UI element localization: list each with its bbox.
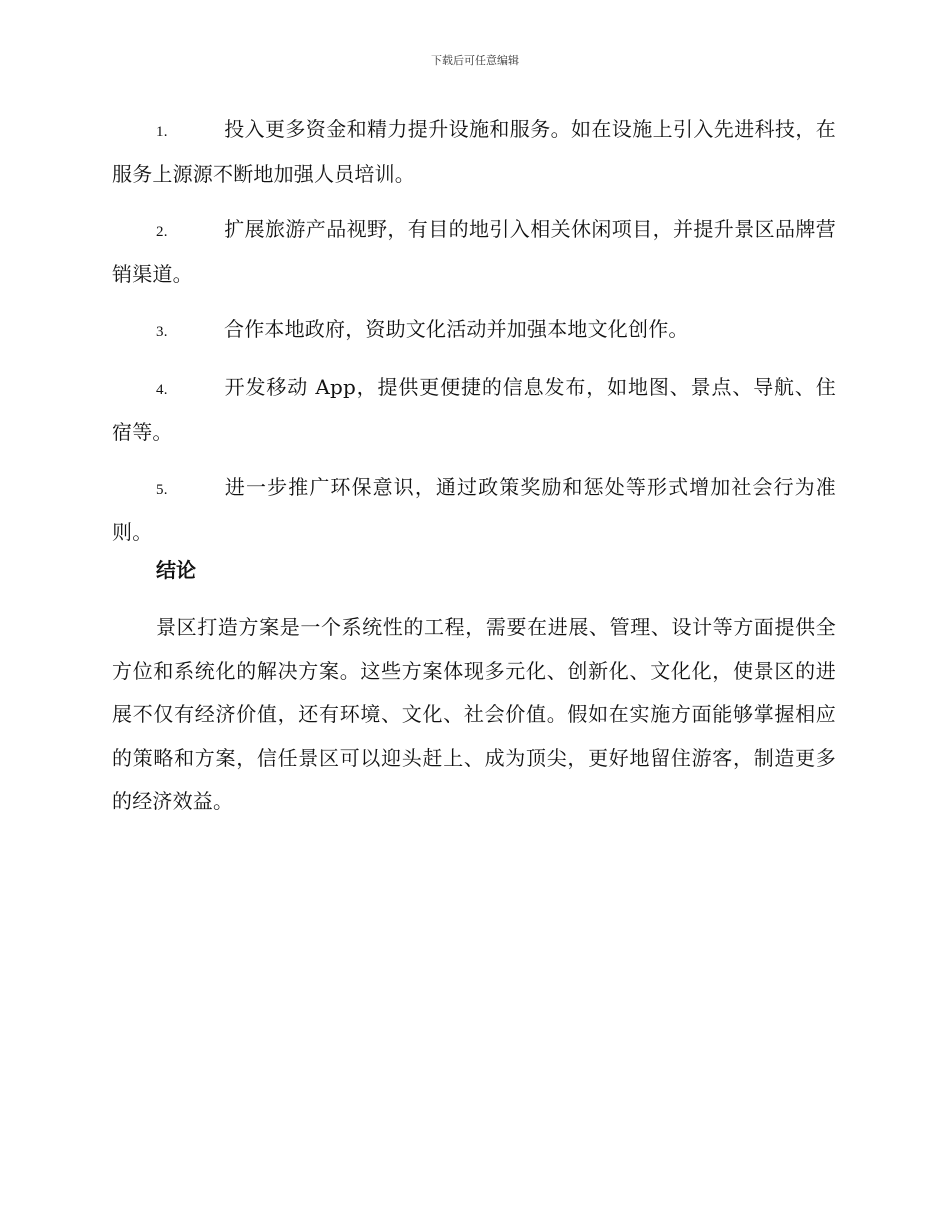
- list-item-number: 3.: [156, 324, 168, 340]
- list-item-text: 进一步推广环保意识，通过政策奖励和惩处等形式增加社会行为准则。: [112, 475, 836, 544]
- list-item-text: 投入更多资金和精力提升设施和服务。如在设施上引入先进科技，在服务上源源不断地加强人员培训。: [112, 117, 836, 186]
- list-item: [112, 366, 836, 453]
- list-item-number: 4.: [156, 382, 168, 398]
- list-item-text: 合作本地政府，资助文化活动并加强本地文化创作。: [224, 317, 689, 341]
- section-heading: 结论: [156, 558, 196, 582]
- list-item: [112, 108, 836, 195]
- list-item-number: 1.: [156, 124, 168, 140]
- list-item: [112, 308, 836, 353]
- page-header: 下载后可任意编辑: [431, 54, 519, 67]
- list-item-number: 2.: [156, 224, 168, 240]
- numbered-list: [112, 108, 836, 566]
- list-item-text: 开发移动 App，提供更便捷的信息发布，如地图、景点、导航、住宿等。: [112, 375, 836, 444]
- list-item-number: 5.: [156, 482, 168, 498]
- list-item: [112, 208, 836, 295]
- list-item-text: 扩展旅游产品视野，有目的地引入相关休闲项目，并提升景区品牌营销渠道。: [112, 217, 836, 286]
- list-item: [112, 466, 836, 553]
- conclusion-paragraph: 景区打造方案是一个系统性的工程，需要在进展、管理、设计等方面提供全方位和系统化的解决方案。这些方案体现多元化、创新化、文化化，使景区的进展不仅有经济价值，还有环境、文化、社会价值。假如在实施方面能够掌握相应的策略和方案，信任景区可以迎头赶上、成为顶尖，更好地留住游客，制造更多的经济效益。: [112, 615, 836, 813]
